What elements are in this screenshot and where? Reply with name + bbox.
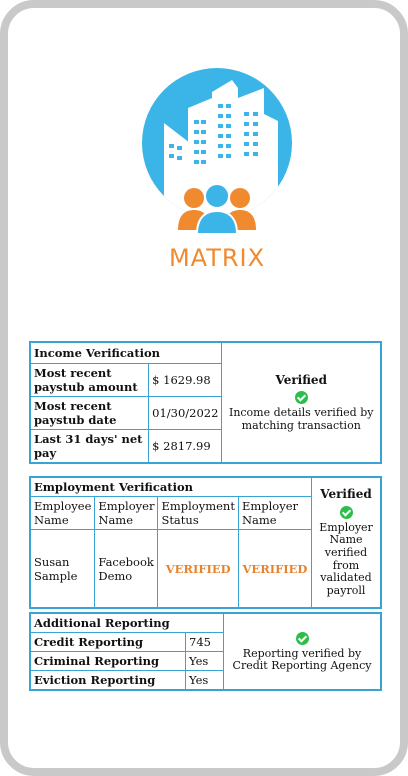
additional-title: Additional Reporting [31,614,224,633]
employer-name-header-2: Employer Name [238,497,311,530]
check-icon [296,632,309,645]
additional-table [30,613,381,690]
additional-value: Yes [186,652,224,671]
employment-status-cell [312,478,381,608]
additional-value: Yes [186,671,224,690]
employer-name-header: Employer Name [95,497,158,530]
employment-table [30,477,381,608]
logo-text: MATRIX [168,244,266,272]
employment-status-value: VERIFIED [158,530,239,608]
additional-label: Criminal Reporting [31,652,186,671]
employee-name-header: Employee Name [31,497,95,530]
employment-note: Employer Name verified from validated payroll [319,520,373,598]
income-label: Most recent paystub amount [31,364,149,397]
income-value: $ 1629.98 [149,364,222,397]
income-verified-label: Verified [275,372,327,387]
matrix-logo [112,58,322,288]
additional-value: 745 [186,633,224,652]
income-table [30,342,381,463]
employer-name-verified-value: VERIFIED [238,530,311,608]
income-verification-card [29,341,382,464]
check-icon [340,506,353,519]
income-label: Most recent paystub date [31,397,149,430]
additional-status-cell [224,614,381,690]
employer-name-value: Facebook Demo [95,530,158,608]
income-value: 01/30/2022 [149,397,222,430]
income-value: $ 2817.99 [149,430,222,463]
employee-name-value: Susan Sample [31,530,95,608]
employment-title: Employment Verification [31,478,312,497]
employment-verified-label: Verified [320,487,372,502]
additional-label: Eviction Reporting [31,671,186,690]
income-label: Last 31 days' net pay [31,430,149,463]
income-note: Income details verified by matching transaction [228,406,374,432]
check-icon [295,391,308,404]
income-status-cell [222,343,381,463]
additional-note: Reporting verified by Credit Reporting Agency [232,646,372,673]
employment-status-header: Employment Status [158,497,239,530]
logo-graphic [112,58,322,248]
phone-screen [16,16,392,760]
employment-verification-card [29,476,382,609]
income-title: Income Verification [31,343,222,364]
additional-label: Credit Reporting [31,633,186,652]
additional-reporting-card [29,612,382,691]
